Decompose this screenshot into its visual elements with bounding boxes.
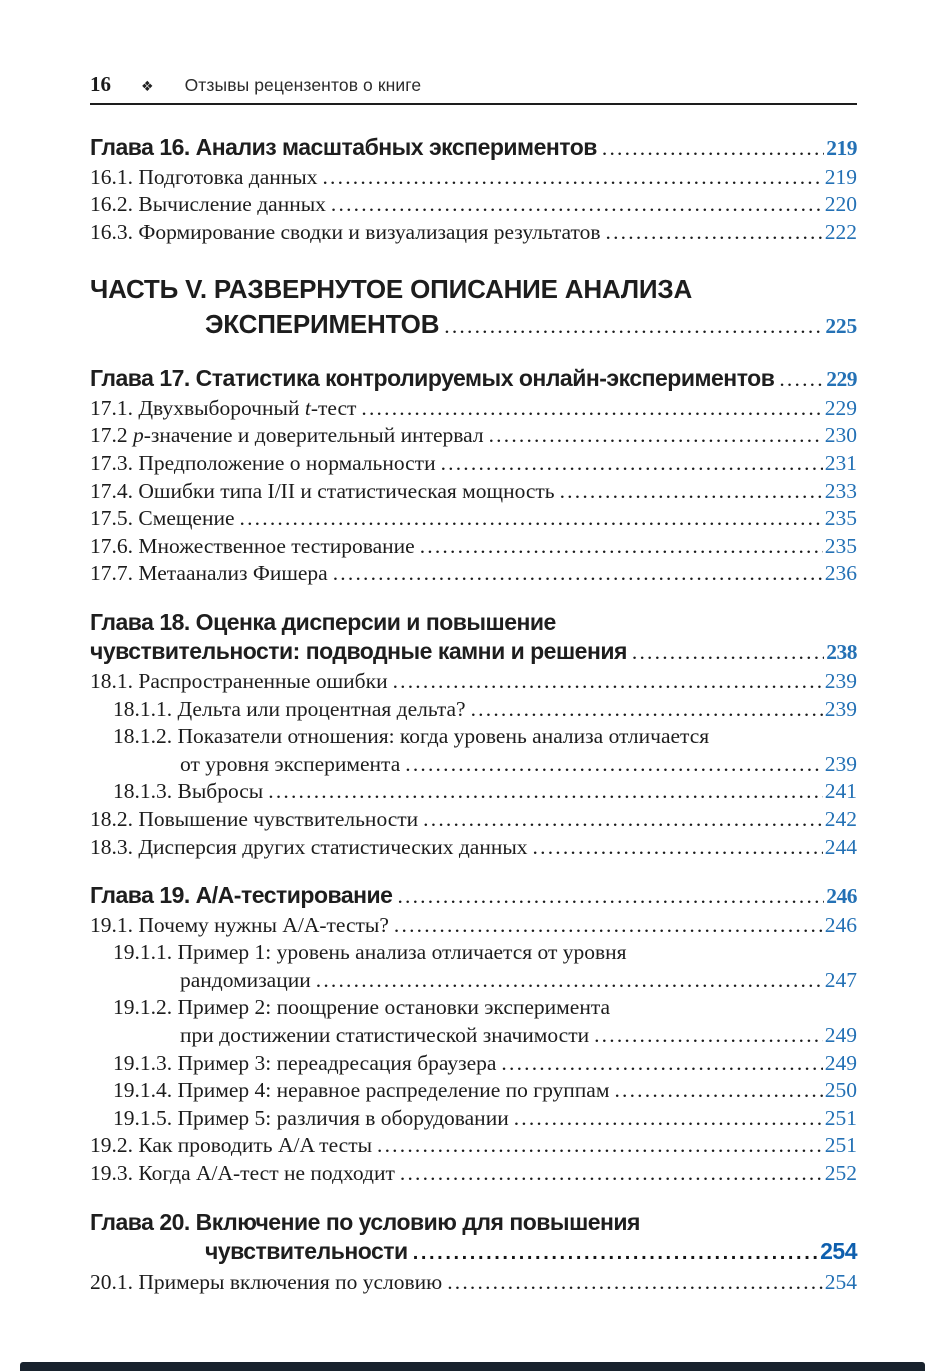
dot-leader: [322, 164, 822, 192]
toc-row[interactable]: [90, 164, 857, 192]
page-bottom-divider: [20, 1362, 925, 1371]
dot-leader: [471, 696, 823, 724]
toc-page-number[interactable]: 250: [824, 1078, 857, 1103]
toc-row[interactable]: [90, 881, 857, 912]
toc-entry-text: 17.5. Смещение: [90, 506, 235, 531]
toc-row[interactable]: [90, 505, 857, 533]
toc-entry-text: 20.1. Примеры включения по условию: [90, 1269, 443, 1294]
dot-leader: [514, 1105, 823, 1133]
toc-entry-text: рандомизации: [180, 967, 311, 992]
header-title: Отзывы рецензентов о книге: [184, 75, 422, 95]
dot-leader: [447, 1269, 823, 1297]
toc-page-number[interactable]: 235: [824, 533, 857, 558]
dot-leader: [614, 1077, 822, 1105]
toc-row[interactable]: [90, 533, 857, 561]
toc-page-number[interactable]: 231: [824, 450, 857, 475]
toc-page-number[interactable]: 233: [824, 478, 857, 503]
toc-row[interactable]: [90, 778, 857, 806]
toc-row[interactable]: [90, 967, 857, 995]
toc-row[interactable]: [90, 1050, 857, 1078]
toc-page-number[interactable]: 242: [824, 806, 857, 831]
dot-leader: [316, 967, 823, 995]
toc-page-number[interactable]: 241: [824, 779, 857, 804]
toc-entry-text: 17.2 p-значение и доверительный интервал: [90, 423, 484, 448]
toc-page-number[interactable]: 252: [824, 1160, 857, 1185]
toc-entry-text: 18.1.3. Выбросы: [113, 779, 264, 804]
dot-leader: [377, 1132, 823, 1160]
dot-leader: [268, 778, 823, 806]
toc-page-number[interactable]: 229: [826, 367, 857, 392]
dot-leader: [240, 505, 823, 533]
dot-leader: [394, 912, 823, 940]
toc-entry-text: 18.1.2. Показатели отношения: когда уровень анализа отличается: [113, 724, 710, 749]
toc-entry-text: ЭКСПЕРИМЕНТОВ: [205, 309, 440, 340]
toc-entry-text: 16.1. Подготовка данных: [90, 164, 318, 189]
toc-entry-text: Глава 17. Статистика контролируемых онлайн-экспериментов: [90, 365, 775, 392]
toc-row[interactable]: [90, 1269, 857, 1297]
toc-row[interactable]: [90, 696, 857, 724]
toc-row[interactable]: [90, 395, 857, 423]
toc-entry-text: 19.1. Почему нужны A/A-тесты?: [90, 912, 389, 937]
toc-row[interactable]: [90, 450, 857, 478]
toc-entry-text: 18.3. Дисперсия других статистических данных: [90, 834, 528, 859]
dot-leader: [489, 422, 823, 450]
dot-leader: [560, 478, 823, 506]
dot-leader: [405, 751, 823, 779]
toc-row[interactable]: [90, 806, 857, 834]
toc-entry-text: 17.1. Двухвыборочный t-тест: [90, 395, 357, 420]
toc-page-number[interactable]: 254: [824, 1269, 857, 1294]
toc-row[interactable]: [90, 219, 857, 247]
toc-row: [90, 994, 857, 1022]
toc-entry-text: 17.6. Множественное тестирование: [90, 533, 415, 558]
toc-entry-text: Глава 18. Оценка дисперсии и повышение: [90, 608, 556, 635]
toc-entry-text: 17.7. Метаанализ Фишера: [90, 561, 328, 586]
toc-page-number[interactable]: 230: [824, 423, 857, 448]
toc-row: [90, 1208, 857, 1238]
dot-leader: [444, 307, 823, 344]
toc-page-number[interactable]: 249: [824, 1022, 857, 1047]
table-of-contents: [90, 105, 857, 1296]
toc-row[interactable]: [90, 364, 857, 395]
toc-page-number[interactable]: 238: [826, 640, 857, 665]
toc-entry-text: 19.1.3. Пример 3: переадресация браузера: [113, 1050, 497, 1075]
toc-entry-text: 17.4. Ошибки типа I/II и статистическая мощность: [90, 478, 555, 503]
toc-row: [90, 939, 857, 967]
toc-entry-text: Глава 19. A/A-тестирование: [90, 882, 393, 909]
toc-page-number[interactable]: 229: [824, 395, 857, 420]
toc-entry-text: 19.1.5. Пример 5: различия в оборудовании: [113, 1105, 509, 1130]
toc-row[interactable]: [90, 422, 857, 450]
toc-page-number[interactable]: 251: [824, 1133, 857, 1158]
toc-row[interactable]: [90, 912, 857, 940]
toc-row: [90, 608, 857, 638]
running-header: [90, 72, 857, 97]
toc-row[interactable]: [90, 668, 857, 696]
dot-leader: [602, 133, 824, 164]
dot-leader: [361, 395, 822, 423]
toc-row[interactable]: [90, 1022, 857, 1050]
dot-leader: [501, 1050, 822, 1078]
toc-row[interactable]: [90, 637, 857, 668]
header-page-number: 16: [90, 72, 111, 96]
toc-row: [90, 272, 857, 307]
toc-entry-text: чувствительности: [205, 1238, 408, 1265]
toc-entry-text: 19.3. Когда A/A-тест не подходит: [90, 1160, 395, 1185]
toc-entry-text: 18.1. Распространенные ошибки: [90, 668, 388, 693]
toc-page-number[interactable]: 249: [824, 1050, 857, 1075]
toc-entry-text: 19.1.4. Пример 4: неравное распределение по группам: [113, 1078, 610, 1103]
toc-page-number[interactable]: 246: [824, 912, 857, 937]
toc-page-number[interactable]: 219: [824, 164, 857, 189]
dot-leader: [533, 834, 823, 862]
toc-row[interactable]: [90, 133, 857, 164]
toc-page-number[interactable]: 225: [825, 314, 857, 339]
toc-page-number[interactable]: 246: [826, 884, 857, 909]
toc-page-number[interactable]: 219: [826, 136, 857, 160]
toc-entry-text: при достижении статистической значимости: [180, 1022, 590, 1047]
toc-page-number[interactable]: 222: [824, 219, 857, 244]
toc-row[interactable]: [90, 478, 857, 506]
toc-entry-text: ЧАСТЬ V. РАЗВЕРНУТОЕ ОПИСАНИЕ АНАЛИЗА: [90, 274, 693, 305]
dot-leader: [400, 1160, 823, 1188]
dot-leader: [331, 191, 823, 219]
toc-page-number[interactable]: 220: [824, 192, 857, 217]
toc-row[interactable]: [90, 560, 857, 588]
toc-row[interactable]: [90, 1077, 857, 1105]
toc-entry-text: 17.3. Предположение о нормальности: [90, 450, 436, 475]
toc-row[interactable]: [90, 1132, 857, 1160]
dot-leader: [423, 806, 823, 834]
dot-leader: [779, 364, 824, 395]
dot-leader: [606, 219, 823, 247]
dot-leader: [333, 560, 823, 588]
toc-entry-text: 16.2. Вычисление данных: [90, 192, 326, 217]
toc-page-number[interactable]: 251: [824, 1105, 857, 1130]
toc-page-number[interactable]: 247: [824, 967, 857, 992]
section-ornament-icon: ❖: [141, 78, 154, 94]
dot-leader: [420, 533, 823, 561]
toc-entry-text: Глава 16. Анализ масштабных экспериментов: [90, 134, 597, 160]
toc-row: [90, 723, 857, 751]
dot-leader: [397, 881, 824, 912]
toc-entry-text: от уровня эксперимента: [180, 751, 401, 776]
toc-row[interactable]: [90, 1237, 857, 1269]
dot-leader: [413, 1237, 818, 1269]
toc-entry-text: 18.2. Повышение чувствительности: [90, 806, 419, 831]
toc-row[interactable]: [90, 1105, 857, 1133]
toc-row[interactable]: [90, 834, 857, 862]
dot-leader: [594, 1022, 823, 1050]
dot-leader: [441, 450, 823, 478]
book-page: [0, 72, 945, 1371]
toc-entry-text: Глава 20. Включение по условию для повышения: [90, 1208, 640, 1235]
toc-page-number[interactable]: 244: [824, 834, 857, 859]
toc-page-number[interactable]: 239: [824, 751, 857, 776]
toc-page-number[interactable]: 254: [820, 1238, 857, 1265]
toc-page-number[interactable]: 235: [824, 506, 857, 531]
toc-row[interactable]: [90, 1160, 857, 1188]
toc-entry-text: 16.3. Формирование сводки и визуализация результатов: [90, 219, 601, 244]
toc-row[interactable]: [90, 191, 857, 219]
toc-entry-text: 19.2. Как проводить A/A тесты: [90, 1133, 373, 1158]
toc-row[interactable]: [90, 751, 857, 779]
toc-entry-text: чувствительности: подводные камни и решения: [90, 638, 627, 665]
dot-leader: [632, 637, 824, 668]
toc-entry-text: 19.1.2. Пример 2: поощрение остановки эксперимента: [113, 995, 611, 1020]
toc-row[interactable]: [90, 307, 857, 344]
toc-page-number[interactable]: 239: [824, 668, 857, 693]
toc-page-number[interactable]: 239: [824, 696, 857, 721]
dot-leader: [393, 668, 823, 696]
toc-entry-text: 18.1.1. Дельта или процентная дельта?: [113, 696, 466, 721]
toc-page-number[interactable]: 236: [824, 561, 857, 586]
toc-entry-text: 19.1.1. Пример 1: уровень анализа отличается от уровня: [113, 940, 627, 965]
